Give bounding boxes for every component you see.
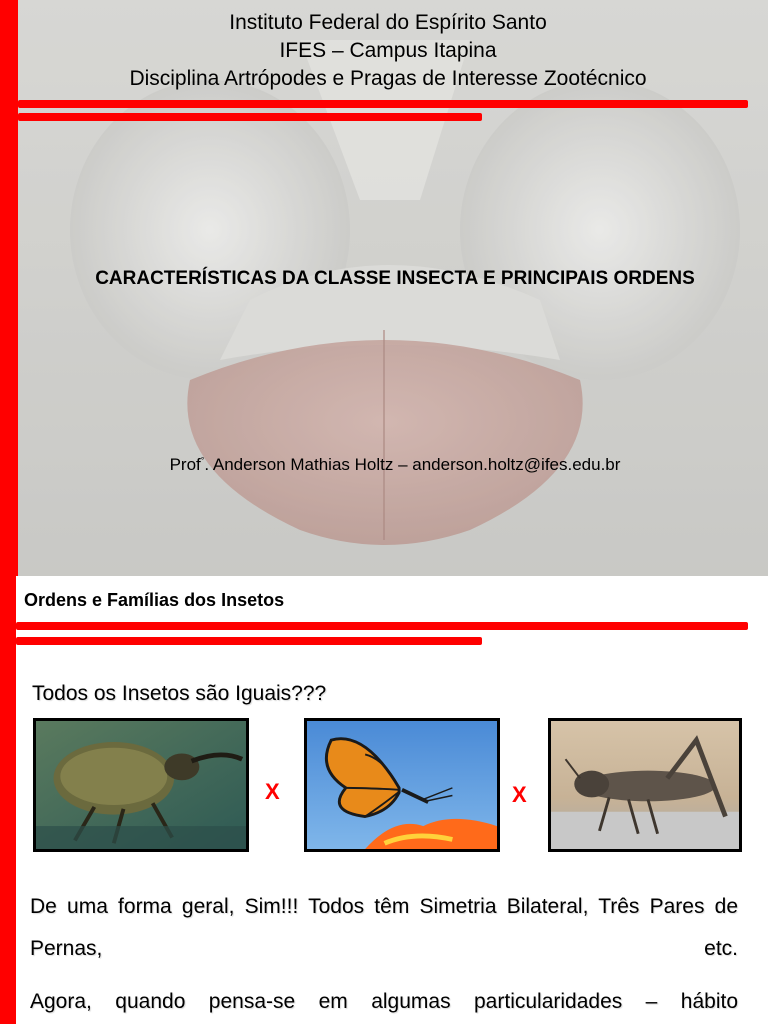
left-accent-bar xyxy=(0,0,18,576)
presentation-title: CARACTERÍSTICAS DA CLASSE INSECTA E PRINCIPAIS ORDENS xyxy=(95,268,695,289)
slide-title: Ordens e Famílias dos Insetos xyxy=(24,590,285,610)
separator-x: X xyxy=(265,779,280,804)
butterfly-photo xyxy=(304,718,500,852)
title-divider-short xyxy=(16,637,482,645)
separator-x: X xyxy=(512,782,527,807)
paragraph-general: De uma forma geral, Sim!!! Todos têm Simetria Bilateral, Três Pares de Pernas, etc. xyxy=(30,895,738,960)
professor-info: Prof°. Anderson Mathias Holtz – anderson.holtz@ifes.edu.br xyxy=(169,455,621,474)
content-slide xyxy=(0,576,768,1024)
left-accent-bar xyxy=(0,576,16,1024)
header-divider-long xyxy=(18,100,748,108)
header-divider-short xyxy=(18,113,482,121)
question-text: Todos os Insetos são Iguais??? xyxy=(32,682,327,705)
institution-name: Instituto Federal do Espírito Santo xyxy=(229,11,547,34)
paragraph-particularities: Agora, quando pensa-se em algumas particularidades – hábito xyxy=(30,990,738,1013)
campus-name: IFES – Campus Itapina xyxy=(279,39,497,62)
weevil-photo xyxy=(33,718,249,852)
grasshopper-photo xyxy=(548,718,742,852)
course-name: Disciplina Artrópodes e Pragas de Interesse Zootécnico xyxy=(129,67,647,90)
title-divider-long xyxy=(16,622,748,630)
